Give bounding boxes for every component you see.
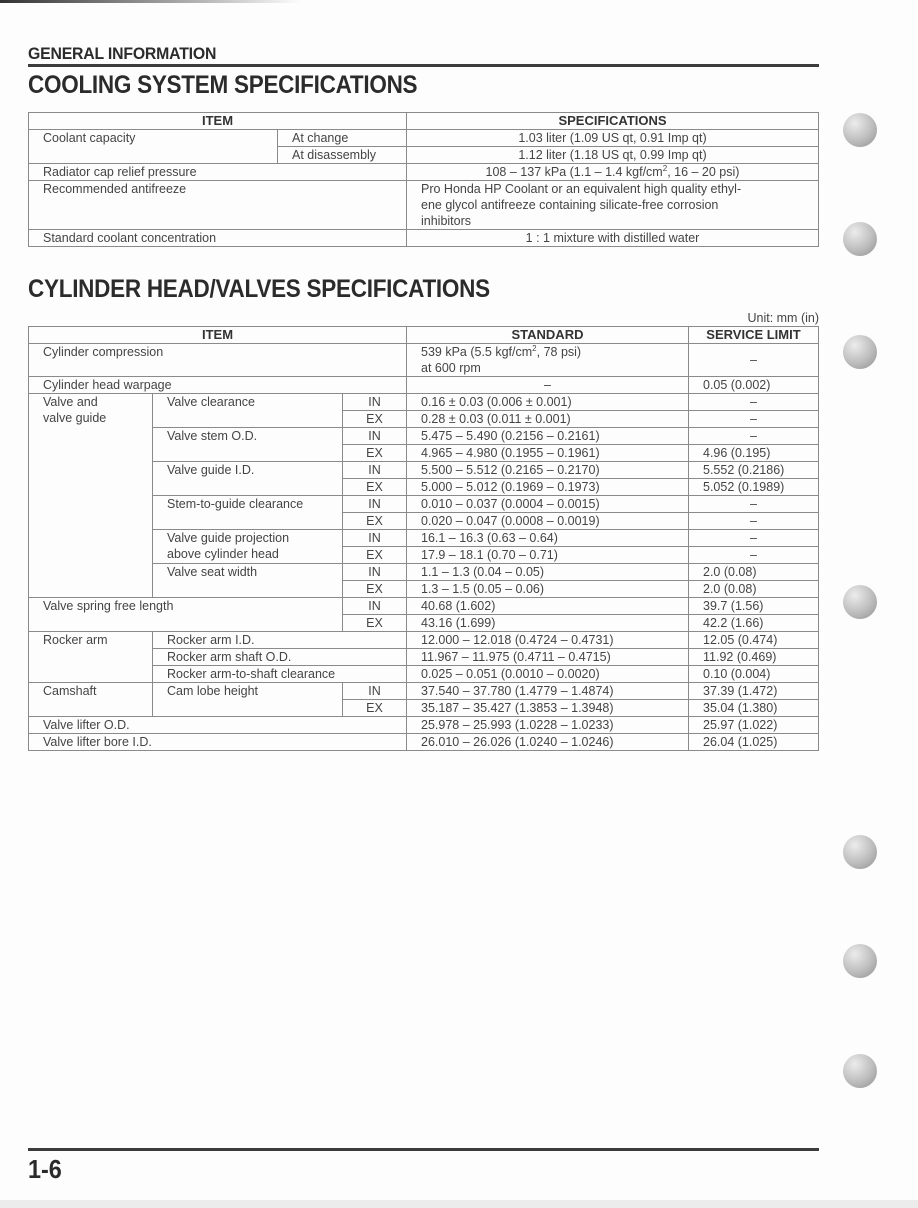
ex-label: EX: [343, 445, 407, 462]
in-label: IN: [343, 496, 407, 513]
std-value: 0.28 ± 0.03 (0.011 ± 0.001): [407, 411, 689, 428]
ex-label: EX: [343, 479, 407, 496]
punch-hole-icon: [843, 1054, 877, 1088]
limit-warpage: 0.05 (0.002): [689, 377, 819, 394]
limit-value: 35.04 (1.380): [689, 700, 819, 717]
std-value: 5.500 – 5.512 (0.2165 – 0.2170): [407, 462, 689, 479]
cylinder-spec-table: [28, 326, 819, 751]
sub-rocker-arm-id: Rocker arm I.D.: [153, 632, 407, 649]
std-value: 37.540 – 37.780 (1.4779 – 1.4874): [407, 683, 689, 700]
table-row: [29, 394, 819, 411]
limit-value: 42.2 (1.66): [689, 615, 819, 632]
limit-value: 5.052 (0.1989): [689, 479, 819, 496]
col-header-item: ITEM: [29, 327, 407, 344]
col-header-standard: STANDARD: [407, 327, 689, 344]
item-coolant-capacity: Coolant capacity: [29, 130, 278, 164]
sub-at-disassembly: At disassembly: [278, 147, 407, 164]
std-compression: 539 kPa (5.5 kgf/$cm^2$, 78 psi) at 600 rpm: [407, 344, 689, 377]
std-value: 1.3 – 1.5 (0.05 – 0.06): [407, 581, 689, 598]
punch-hole-icon: [843, 335, 877, 369]
col-header-service-limit: SERVICE LIMIT: [689, 327, 819, 344]
std-value: 11.967 – 11.975 (0.4711 – 0.4715): [407, 649, 689, 666]
unit-label: Unit: mm (in): [747, 311, 819, 325]
table-row: [29, 130, 819, 147]
limit-value: 11.92 (0.469): [689, 649, 819, 666]
std-value: 0.010 – 0.037 (0.0004 – 0.0015): [407, 496, 689, 513]
std-value: 4.965 – 4.980 (0.1955 – 0.1961): [407, 445, 689, 462]
std-value: 0.025 – 0.051 (0.0010 – 0.0020): [407, 666, 689, 683]
table-row: [29, 683, 819, 700]
in-label: IN: [343, 564, 407, 581]
ex-label: EX: [343, 547, 407, 564]
limit-value: –: [689, 428, 819, 445]
table-row: [29, 632, 819, 649]
spec-at-change: 1.03 liter (1.09 US qt, 0.91 Imp qt): [407, 130, 819, 147]
footer-rule: [28, 1148, 819, 1151]
table-row: [29, 164, 819, 181]
std-value: 0.16 ± 0.03 (0.006 ± 0.001): [407, 394, 689, 411]
std-value: 1.1 – 1.3 (0.04 – 0.05): [407, 564, 689, 581]
sub-valve-seat-width: Valve seat width: [153, 564, 343, 598]
limit-value: 37.39 (1.472): [689, 683, 819, 700]
in-label: IN: [343, 683, 407, 700]
item-radiator-cap: Radiator cap relief pressure: [29, 164, 407, 181]
limit-value: –: [689, 513, 819, 530]
spec-radiator-cap: 108 – 137 kPa (1.1 – 1.4 kgf/$cm^2$, 16 – 20 psi): [407, 164, 819, 181]
sub-guide-projection: Valve guide projection above cylinder head: [153, 530, 343, 564]
sub-rocker-shaft-od: Rocker arm shaft O.D.: [153, 649, 407, 666]
std-value: 35.187 – 35.427 (1.3853 – 1.3948): [407, 700, 689, 717]
punch-hole-icon: [843, 113, 877, 147]
table-header-row: [29, 327, 819, 344]
ex-label: EX: [343, 581, 407, 598]
spec-concentration: 1 : 1 mixture with distilled water: [407, 230, 819, 247]
limit-value: 2.0 (0.08): [689, 581, 819, 598]
table-row: [29, 344, 819, 377]
table-row: [29, 598, 819, 615]
limit-value: 26.04 (1.025): [689, 734, 819, 751]
punch-hole-icon: [843, 835, 877, 869]
spec-antifreeze: Pro Honda HP Coolant or an equivalent high quality ethyl- ene glycol antifreeze containing silicate-free corrosion inhibitors: [407, 181, 819, 230]
punch-hole-icon: [843, 222, 877, 256]
item-antifreeze: Recommended antifreeze: [29, 181, 407, 230]
limit-value: –: [689, 496, 819, 513]
limit-value: 2.0 (0.08): [689, 564, 819, 581]
limit-value: 0.10 (0.004): [689, 666, 819, 683]
col-header-item: ITEM: [29, 113, 407, 130]
sub-valve-guide-id: Valve guide I.D.: [153, 462, 343, 496]
std-value: 16.1 – 16.3 (0.63 – 0.64): [407, 530, 689, 547]
scan-edge-shadow: [0, 1200, 918, 1208]
table-row: [29, 230, 819, 247]
group-valve-guide: Valve and valve guide: [29, 394, 153, 598]
limit-value: –: [689, 394, 819, 411]
std-warpage: –: [407, 377, 689, 394]
cylinder-title: CYLINDER HEAD/VALVES SPECIFICATIONS: [28, 275, 490, 303]
item-compression: Cylinder compression: [29, 344, 407, 377]
in-label: IN: [343, 394, 407, 411]
limit-value: 12.05 (0.474): [689, 632, 819, 649]
limit-value: 39.7 (1.56): [689, 598, 819, 615]
ex-label: EX: [343, 615, 407, 632]
table-row: [29, 717, 819, 734]
spec-at-disassembly: 1.12 liter (1.18 US qt, 0.99 Imp qt): [407, 147, 819, 164]
ex-label: EX: [343, 513, 407, 530]
sub-valve-clearance: Valve clearance: [153, 394, 343, 428]
cooling-spec-table: [28, 112, 819, 247]
col-header-specifications: SPECIFICATIONS: [407, 113, 819, 130]
table-row: [29, 734, 819, 751]
sub-rocker-clearance: Rocker arm-to-shaft clearance: [153, 666, 407, 683]
in-label: IN: [343, 530, 407, 547]
in-label: IN: [343, 598, 407, 615]
sub-cam-lobe-height: Cam lobe height: [153, 683, 343, 717]
limit-value: 5.552 (0.2186): [689, 462, 819, 479]
limit-compression: –: [689, 344, 819, 377]
std-value: 12.000 – 12.018 (0.4724 – 0.4731): [407, 632, 689, 649]
ex-label: EX: [343, 411, 407, 428]
page-number: 1-6: [28, 1154, 62, 1184]
section-label: GENERAL INFORMATION: [28, 44, 217, 63]
limit-value: 25.97 (1.022): [689, 717, 819, 734]
limit-value: 4.96 (0.195): [689, 445, 819, 462]
header-rule: [28, 64, 819, 67]
group-camshaft: Camshaft: [29, 683, 153, 717]
limit-value: –: [689, 411, 819, 428]
std-value: 0.020 – 0.047 (0.0008 – 0.0019): [407, 513, 689, 530]
group-rocker-arm: Rocker arm: [29, 632, 153, 683]
cooling-title: COOLING SYSTEM SPECIFICATIONS: [28, 71, 418, 99]
table-header-row: [29, 113, 819, 130]
in-label: IN: [343, 462, 407, 479]
ex-label: EX: [343, 700, 407, 717]
std-value: 17.9 – 18.1 (0.70 – 0.71): [407, 547, 689, 564]
table-row: [29, 377, 819, 394]
item-warpage: Cylinder head warpage: [29, 377, 407, 394]
std-value: 5.000 – 5.012 (0.1969 – 0.1973): [407, 479, 689, 496]
std-value: 26.010 – 26.026 (1.0240 – 1.0246): [407, 734, 689, 751]
limit-value: –: [689, 530, 819, 547]
std-value: 25.978 – 25.993 (1.0228 – 1.0233): [407, 717, 689, 734]
table-row: [29, 181, 819, 230]
limit-value: –: [689, 547, 819, 564]
punch-hole-icon: [843, 585, 877, 619]
item-valve-spring: Valve spring free length: [29, 598, 343, 632]
punch-hole-icon: [843, 944, 877, 978]
in-label: IN: [343, 428, 407, 445]
item-lifter-od: Valve lifter O.D.: [29, 717, 407, 734]
sub-at-change: At change: [278, 130, 407, 147]
item-concentration: Standard coolant concentration: [29, 230, 407, 247]
sub-valve-stem-od: Valve stem O.D.: [153, 428, 343, 462]
item-lifter-bore: Valve lifter bore I.D.: [29, 734, 407, 751]
sub-stem-to-guide: Stem-to-guide clearance: [153, 496, 343, 530]
scan-edge-shadow: [0, 0, 300, 3]
std-value: 5.475 – 5.490 (0.2156 – 0.2161): [407, 428, 689, 445]
std-value: 40.68 (1.602): [407, 598, 689, 615]
std-value: 43.16 (1.699): [407, 615, 689, 632]
